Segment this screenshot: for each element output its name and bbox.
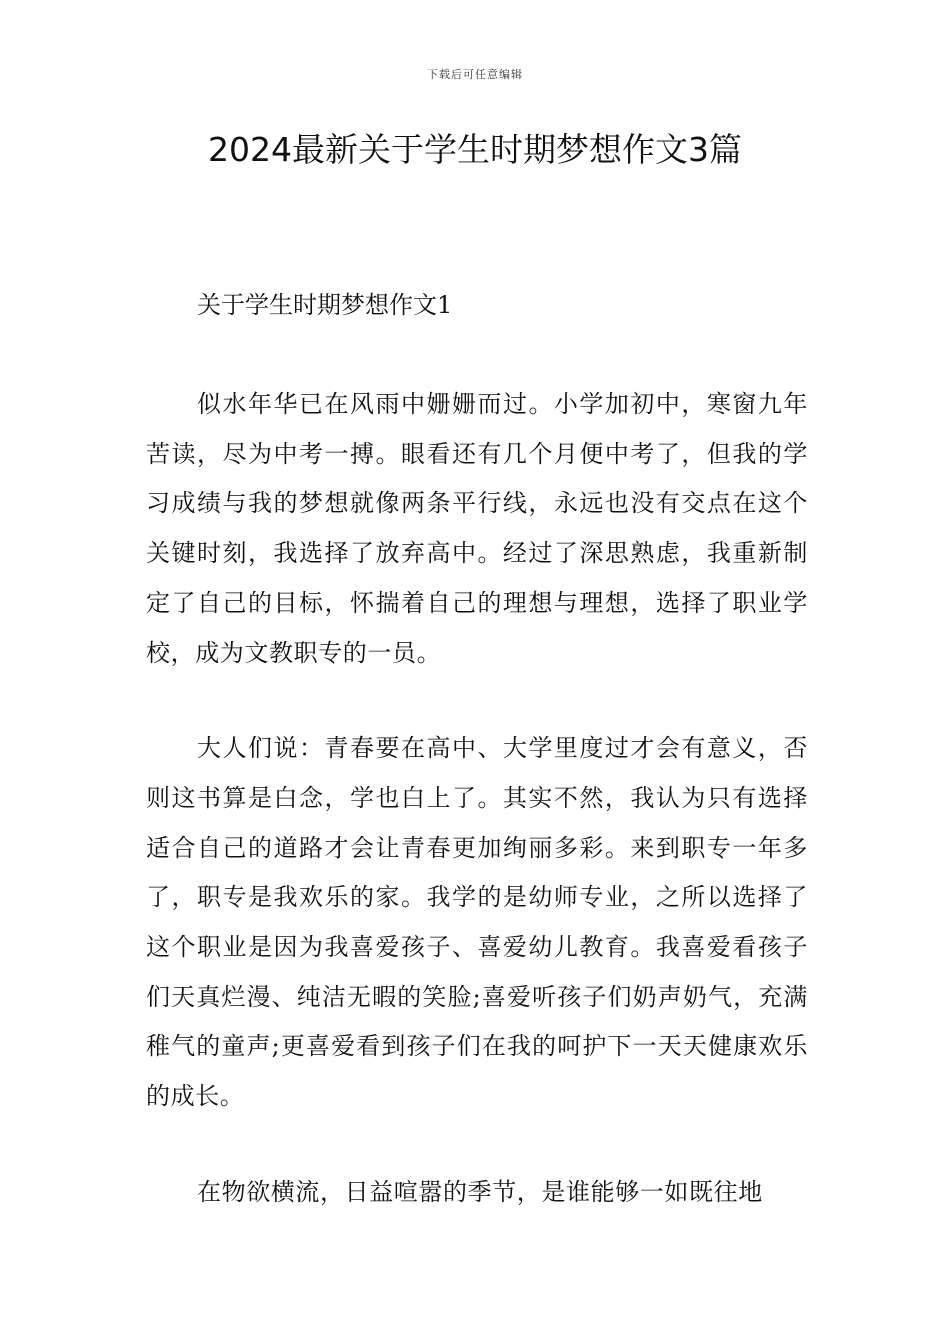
paragraph-2: 大人们说：青春要在高中、大学里度过才会有意义，否则这书算是白念，学也白上了。其实不然，我认为只有选择适合自己的道路才会让青春更加绚丽多彩。来到职专一年多了，职专是我欢乐的家。我学的是幼师专业，之所以选择了这个职业是因为我喜爱孩子、喜爱幼儿教育。我喜爱看孩子们天真烂漫、纯洁无暇的笑脸;喜爱听孩子们奶声奶气，充满稚气的童声;更喜爱看到孩子们在我的呵护下一天天健康欢乐的成长。 bbox=[146, 734, 808, 1111]
paragraph-3: 在物欲横流，日益喧嚣的季节，是谁能够一如既往地 bbox=[197, 1177, 763, 1206]
paragraph-1: 似水年华已在风雨中姗姗而过。小学加初中，寒窗九年苦读，尽为中考一搏。眼看还有几个月便中考了，但我的学习成绩与我的梦想就像两条平行线，永远也没有交点在这个关键时刻，我选择了放弃高中。经过了深思熟虑，我重新制定了自己的目标，怀揣着自己的理想与理想，选择了职业学校，成为文教职专的一员。 bbox=[146, 390, 808, 667]
document-body bbox=[146, 282, 808, 1218]
section-heading: 关于学生时期梦想作文1 bbox=[197, 291, 453, 319]
document-title: 2024最新关于学生时期梦想作文3篇 bbox=[208, 130, 742, 169]
header-note: 下载后可任意编辑 bbox=[427, 68, 523, 81]
